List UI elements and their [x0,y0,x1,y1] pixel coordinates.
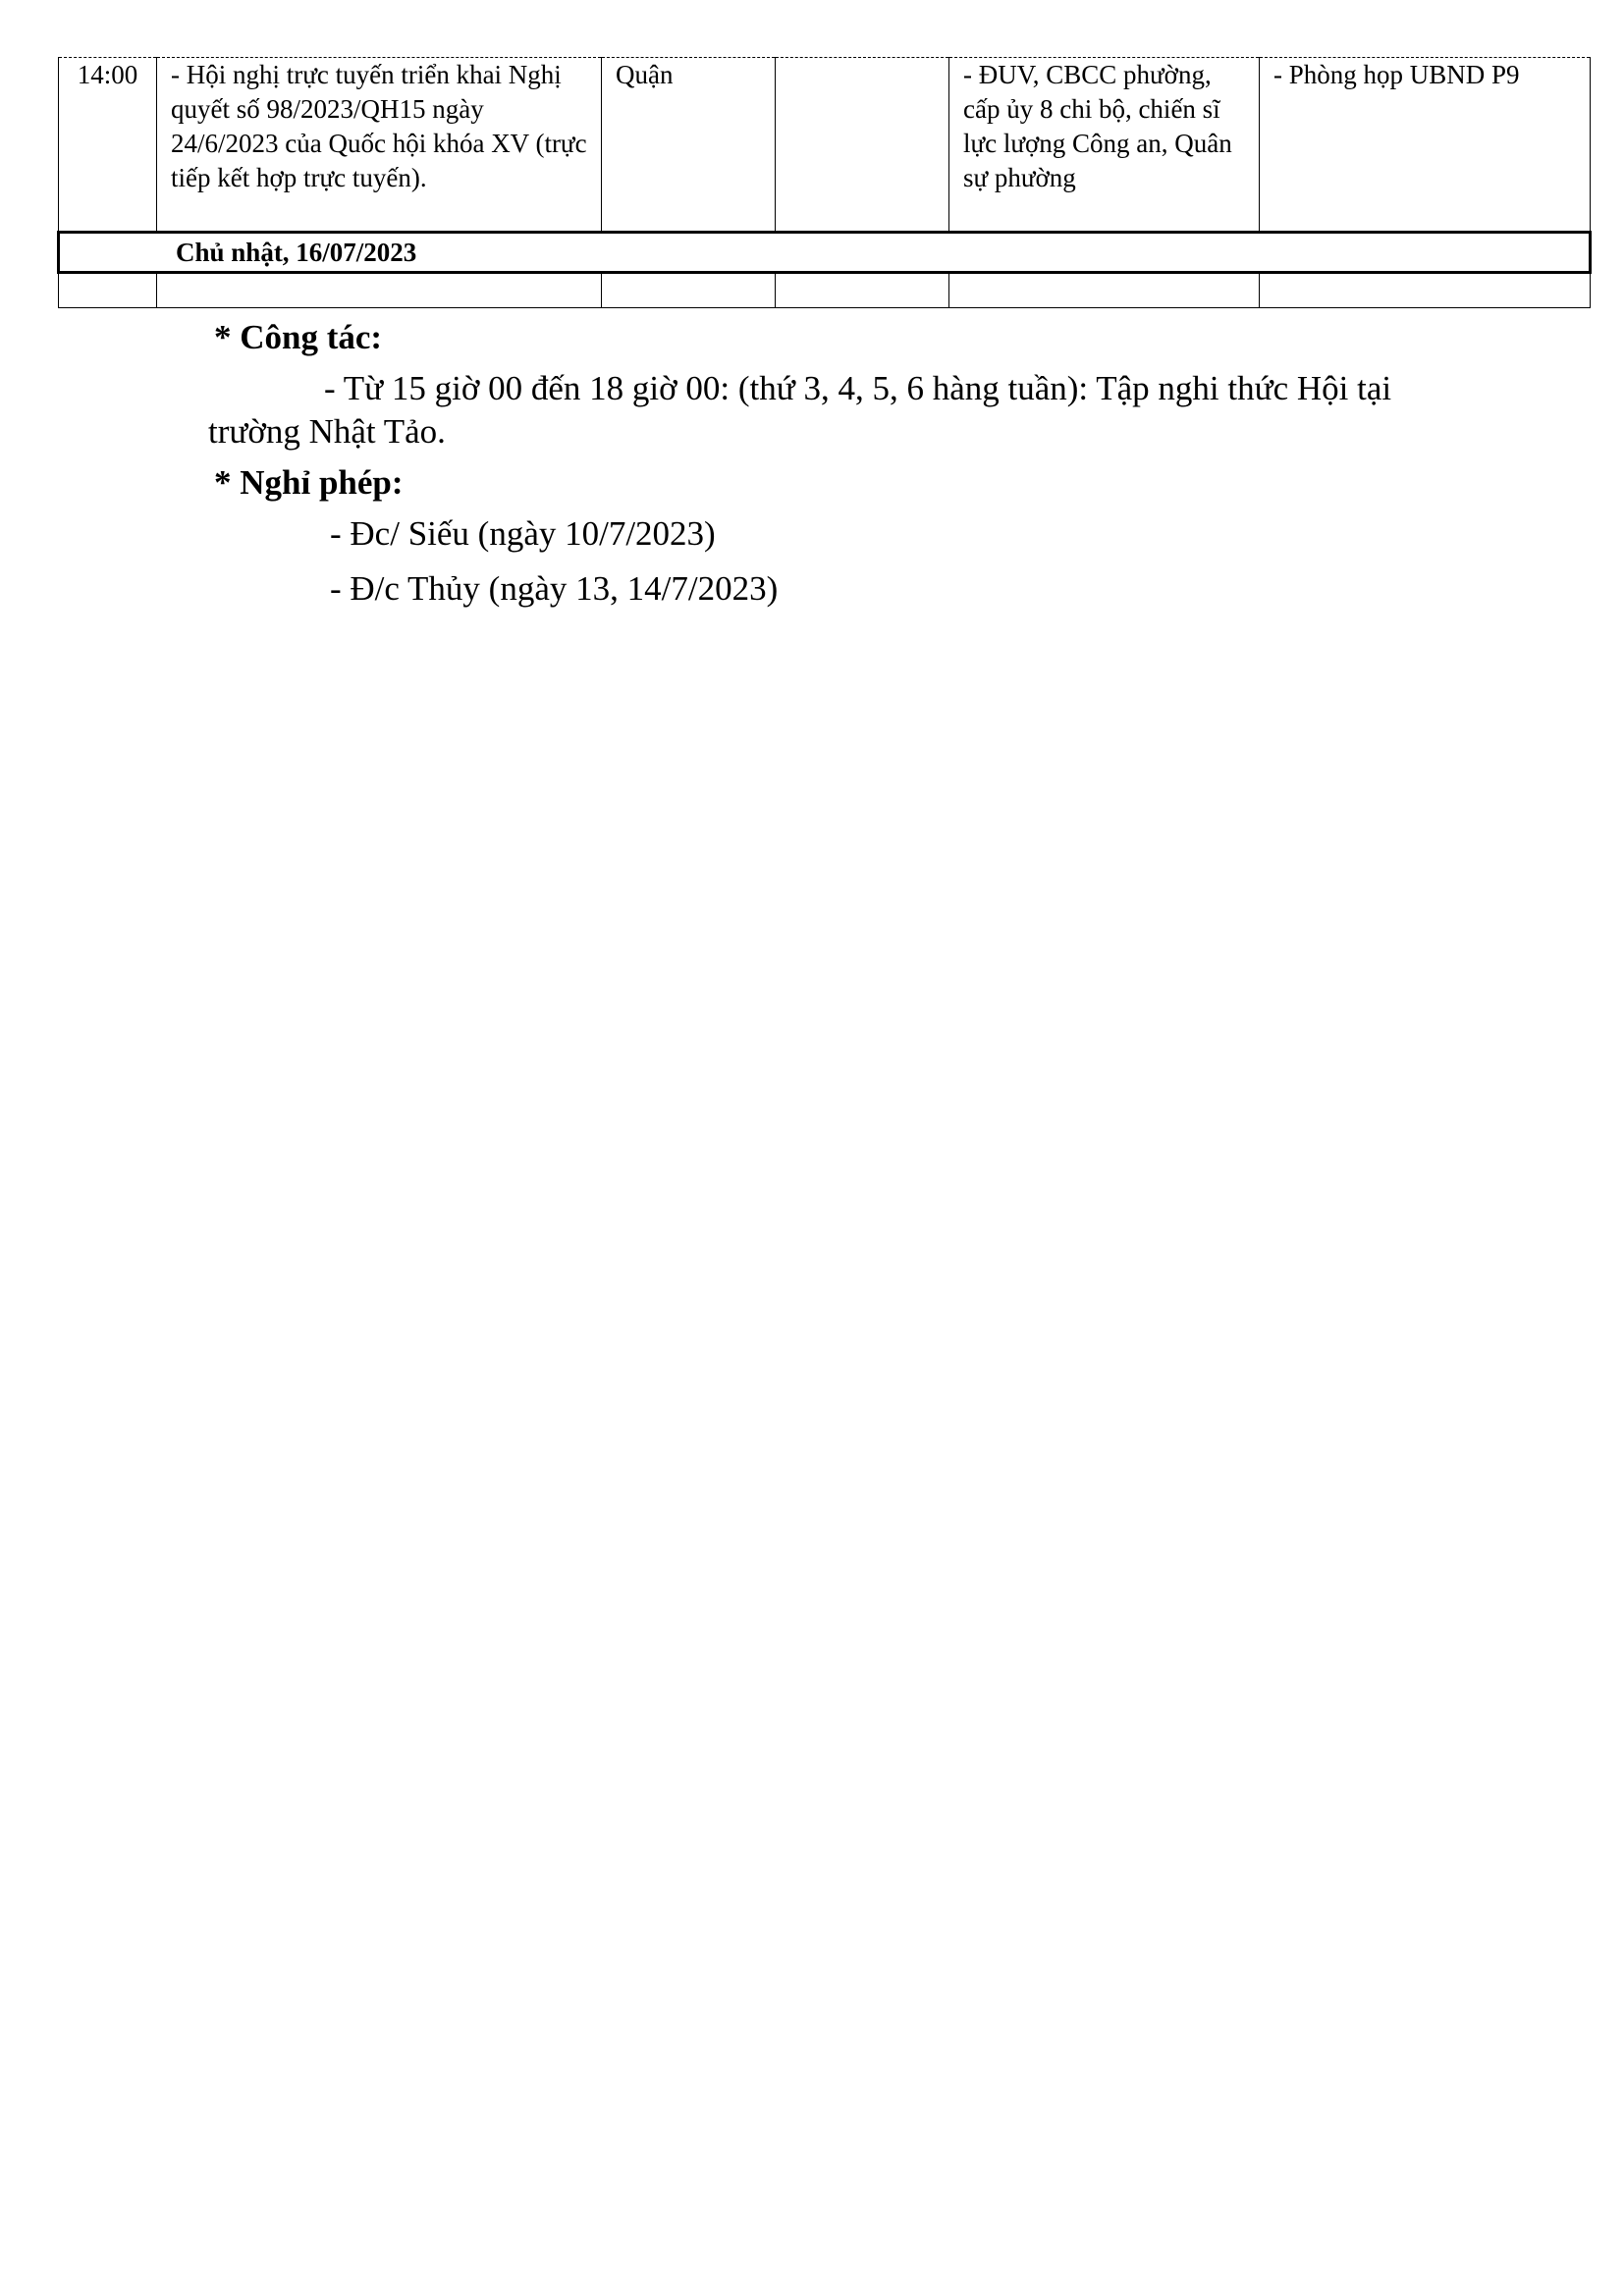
empty-cell [157,273,602,308]
event-lead [776,58,949,233]
nghi-phep-item: - Đc/ Siếu (ngày 10/7/2023) [330,514,716,553]
table-row [59,273,1591,308]
event-content: - Hội nghị trực tuyến triển khai Nghị quyết số 98/2023/QH15 ngày 24/6/2023 của Quốc hội khóa XV (trực tiếp kết hợp trực tuyến). [157,58,602,233]
day-header: Chủ nhật, 16/07/2023 [59,233,1591,273]
table-row [59,58,1591,233]
empty-cell [59,273,157,308]
nghi-phep-item: - Đ/c Thủy (ngày 13, 14/7/2023) [330,569,779,608]
empty-cell [949,273,1260,308]
schedule-table [57,57,1592,308]
event-host: Quận [602,58,776,233]
nghi-phep-heading: * Nghỉ phép: [214,463,404,502]
event-location: - Phòng họp UBND P9 [1260,58,1591,233]
event-time: 14:00 [59,58,157,233]
notes-section [208,316,1490,622]
empty-cell [1260,273,1591,308]
empty-cell [776,273,949,308]
day-header-row [59,233,1591,273]
cong-tac-heading: * Công tác: [214,318,383,356]
cong-tac-text: - Từ 15 giờ 00 đến 18 giờ 00: (thứ 3, 4, 5, 6 hàng tuần): Tập nghi thức Hội tại trường Nhật Tảo. [208,369,1392,451]
empty-cell [602,273,776,308]
event-participants: - ĐUV, CBCC phường, cấp ủy 8 chi bộ, chiến sĩ lực lượng Công an, Quân sự phường [949,58,1260,233]
